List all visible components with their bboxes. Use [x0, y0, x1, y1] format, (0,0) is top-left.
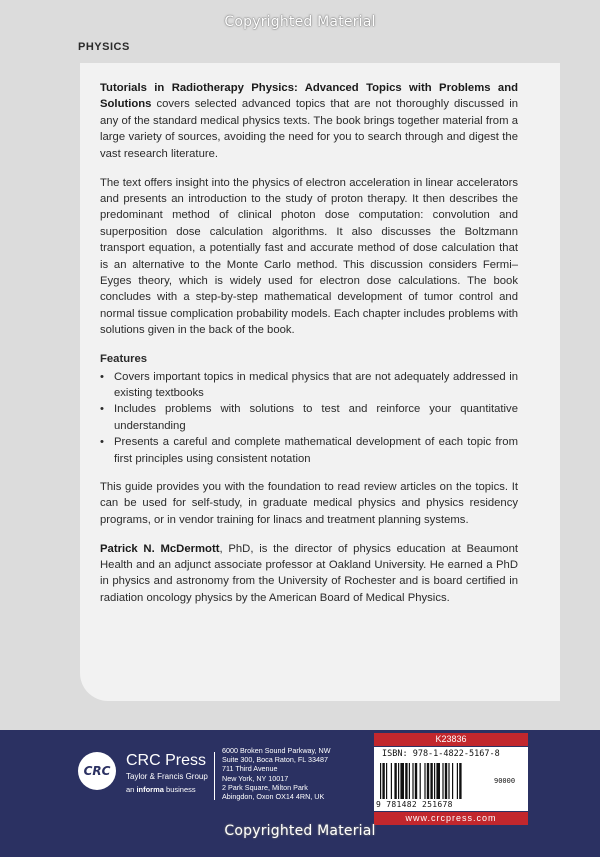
- isbn-number: ISBN: 978-1-4822-5167-8: [382, 749, 500, 759]
- back-cover-text: [100, 80, 518, 619]
- author-paragraph: [100, 541, 518, 607]
- barcode-bar: [457, 763, 458, 799]
- feature-item: • Covers important topics in medical physics that are not adequately addressed in existing textbooks: [100, 369, 518, 402]
- publisher-url: www.crcpress.com: [374, 812, 528, 825]
- barcode-bar: [398, 763, 399, 799]
- address-line: Suite 300, Boca Raton, FL 33487: [222, 755, 329, 765]
- audience-paragraph: This guide provides you with the foundation to read review articles on the topics. It can be used for self-study, in graduate medical physics and physics residency programs, or in vendor training for linacs and treatment planning systems.: [100, 480, 518, 526]
- barcode-bar: [405, 763, 407, 799]
- barcode-bar: [448, 763, 449, 799]
- publisher-business: [126, 785, 196, 794]
- copyright-watermark-bottom: Copyrighted Material: [224, 823, 376, 839]
- address-line: 2 Park Square, Milton Park: [222, 782, 308, 792]
- ean-digits: 9 781482 251678: [376, 800, 453, 809]
- overview-paragraph: The text offers insight into the physics of electron acceleration in linear accelerators and presents an introduction to the study of proton therapy. It then describes the predominant method of clinical photon dose computation: convolution and superposition dose calculation algorithms. It also discusses the Boltzmann transport equation, a potentially fast and accurate method of dose calculation that is an alternative to the Monte Carlo method. This discussion considers Fermi–Eyges theory, which is widely used for electron dose calculations. The book concludes with a step-by-step mathematical development of tumor control and normal tissue complication probability models. Each chapter includes problems with solutions given in the back of the book.: [100, 176, 518, 337]
- publisher-name: CRC Press: [126, 752, 207, 769]
- intro-paragraph: [100, 80, 518, 162]
- address-line: Abingdon, Oxon OX14 4RN, UK: [222, 792, 325, 802]
- logo-mark: CRC: [83, 764, 111, 778]
- barcode-bar: [412, 763, 413, 799]
- category-label: PHYSICS: [78, 41, 130, 53]
- barcode-bar: [382, 763, 384, 799]
- address-line: 711 Third Avenue: [222, 764, 278, 774]
- book-title: Tutorials in Radiotherapy Physics: Advanced Topics with Problems and Solutions: [100, 82, 518, 111]
- address-divider: [214, 752, 215, 800]
- business-suffix: business: [163, 785, 196, 794]
- price-code: 90000: [494, 777, 516, 785]
- barcode-bar: [424, 763, 425, 799]
- business-brand: informa: [136, 785, 164, 794]
- feature-item: • Presents a careful and complete mathematical development of each topic from first principles using consistent notation: [100, 434, 518, 467]
- barcode-bar: [430, 763, 432, 799]
- barcode-bar: [391, 763, 392, 799]
- address-line: 6000 Broken Sound Parkway, NW: [222, 746, 331, 755]
- barcode-block: [374, 733, 528, 823]
- business-prefix: an: [126, 785, 137, 794]
- barcode-bar: [427, 763, 429, 799]
- catalog-code: K23836: [374, 733, 528, 746]
- barcode-bar: [400, 763, 404, 799]
- barcode-bar: [409, 763, 410, 799]
- barcode-bar: [420, 763, 421, 799]
- features-list: [100, 369, 518, 467]
- barcode-bar: [380, 763, 381, 799]
- feature-item: • Includes problems with solutions to test and reinforce your quantitative understanding: [100, 401, 518, 434]
- features-heading: Features: [100, 353, 148, 366]
- barcode-bar: [434, 763, 435, 799]
- intro-text: covers selected advanced topics that are not thoroughly discussed in any of the standard medical physics texts. The book brings together material from a large variety of sources, avoiding the need for you to search through and digest the vast research literature.: [100, 98, 518, 160]
- address-line: New York, NY 10017: [222, 773, 289, 783]
- barcode-bar: [442, 763, 443, 799]
- barcode-bar: [445, 763, 447, 799]
- barcode-bar: [452, 763, 453, 799]
- publisher-group: Taylor & Francis Group: [126, 772, 208, 781]
- author-bio: , PhD, is the director of physics education at Beaumont Health and an adjunct associate professor at Oakland University. He earned a PhD in physics and astronomy from the University of Rochester and is board certified in radiation oncology physics by the American Board of Medical Physics.: [100, 542, 518, 604]
- barcode-bar: [459, 763, 461, 799]
- publisher-address: [222, 746, 331, 801]
- barcode-bar: [394, 763, 396, 799]
- crc-logo-icon: [78, 752, 116, 790]
- barcode-bar: [436, 763, 440, 799]
- barcode-bar: [386, 763, 387, 799]
- barcode-bar: [415, 763, 417, 799]
- copyright-watermark-top: Copyrighted Material: [224, 14, 376, 30]
- author-name: Patrick N. McDermott: [100, 542, 220, 555]
